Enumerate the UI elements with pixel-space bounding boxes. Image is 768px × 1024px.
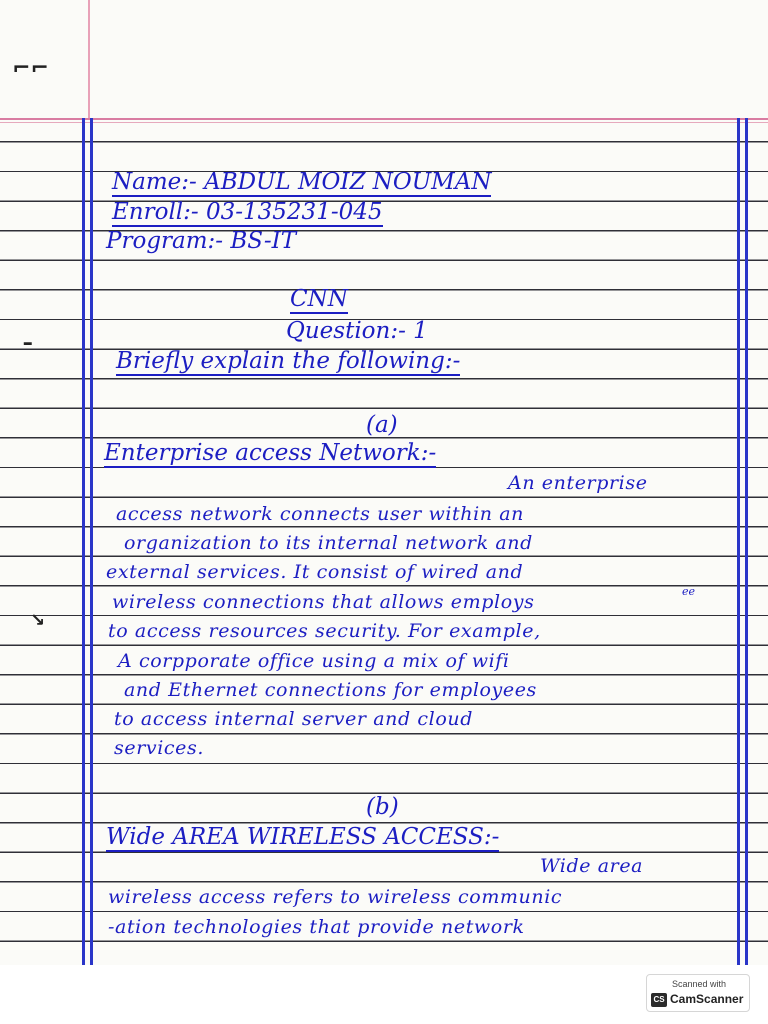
right-margin-line-outer — [745, 118, 748, 965]
section-a-label: (a) — [366, 412, 398, 438]
page-top-blank-area — [0, 0, 768, 118]
section-b-line-2: wireless access refers to wireless communic — [108, 886, 563, 908]
section-b-line-3: -ation technologies that provide network — [108, 916, 525, 938]
section-b-heading: Wide AREA WIRELESS ACCESS:- — [106, 824, 500, 850]
pink-margin-line — [88, 0, 90, 120]
camscanner-badge — [646, 974, 750, 1012]
enrollment-line: Enroll:- 03-135231-045 — [112, 199, 383, 225]
section-a-line-2: access network connects user within an — [116, 503, 524, 525]
camscanner-logo-icon: CS — [651, 993, 667, 1007]
section-a-line-4: external services. It consist of wired and — [106, 561, 524, 583]
section-a-line-8: and Ethernet connections for employees — [124, 679, 537, 701]
section-a-line-1: An enterprise — [508, 472, 648, 494]
question-number: Question:- 1 — [286, 318, 428, 344]
section-b-label: (b) — [366, 794, 399, 820]
section-b-line-1: Wide area — [540, 855, 644, 877]
scanned-with-label: Scanned with — [671, 979, 727, 989]
left-margin-line-inner — [90, 118, 93, 965]
program-line: Program:- BS-IT — [106, 228, 297, 254]
binder-mark-lower: ↘ — [30, 610, 46, 631]
top-red-rule — [0, 118, 768, 120]
camscanner-brand-label: CamScanner — [670, 992, 744, 1006]
section-a-heading: Enterprise access Network:- — [104, 440, 437, 466]
left-margin-line-outer — [82, 118, 85, 965]
subject-title: CNN — [290, 286, 348, 312]
student-name-line: Name:- ABDUL MOIZ NOUMAN — [112, 169, 492, 195]
section-a-line-9: to access internal server and cloud — [114, 708, 473, 730]
section-a-line-7: A corpporate office using a mix of wifi — [118, 650, 510, 672]
right-margin-line-inner — [737, 118, 740, 965]
binder-mark-middle: ـ — [24, 326, 32, 351]
section-a-line-3: organization to its internal network and — [124, 532, 533, 554]
section-a-line-10: services. — [114, 737, 204, 759]
insertion-correction-mark: ee — [682, 585, 696, 598]
question-instruction: Briefly explain the following:- — [116, 348, 461, 374]
binder-mark-top: ⌐⌐ — [12, 56, 49, 81]
top-red-rule-secondary — [0, 122, 768, 123]
section-a-line-6: to access resources security. For example, — [108, 620, 541, 642]
section-a-line-5: wireless connections that allows employs — [112, 591, 535, 613]
